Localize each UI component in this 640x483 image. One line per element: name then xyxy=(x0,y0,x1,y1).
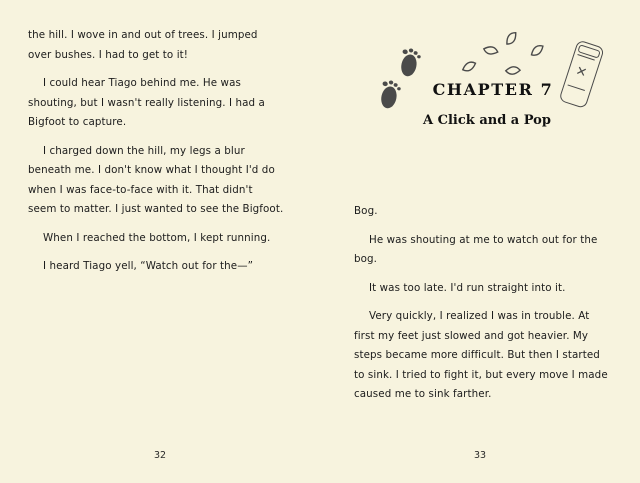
page-number-right: 33 xyxy=(473,450,487,461)
paragraph: When I reached the bottom, I kept running. xyxy=(43,231,271,244)
paragraph: I charged down the hill, my legs a blur beneath me. I don't know what I thought I'd do when I was face-to-face with it. That didn't seem to matter. I just wanted to see the Bigfoot. xyxy=(28,144,284,215)
left-page-text xyxy=(28,26,284,277)
chapter-header xyxy=(354,26,610,176)
paragraph: the hill. I wove in and out of trees. I jumped over bushes. I had to get to it! xyxy=(28,29,258,61)
paragraph: I could hear Tiago behind me. He was shouting, but I wasn't really listening. I had a Bigfoot to capture. xyxy=(28,77,265,128)
page-number-left: 32 xyxy=(153,450,167,461)
paragraph: He was shouting at me to watch out for the bog. xyxy=(354,233,598,265)
paragraph: Very quickly, I realized I was in trouble. At first my feet just slowed and got heavier. My steps became more difficult. But then I started to sink. I tried to fight it, but every move I made caused me to sink farther. xyxy=(354,310,608,400)
right-page xyxy=(320,0,640,483)
paragraph: It was too late. I'd run straight into it. xyxy=(369,281,566,294)
bigfoot-footprints-icon xyxy=(380,48,450,118)
right-page-text xyxy=(354,202,610,405)
paragraph: Bog. xyxy=(354,205,378,217)
chapter-illustration xyxy=(354,26,610,114)
spray-can-icon: ✕ xyxy=(559,40,603,107)
falling-leaves-icon xyxy=(450,32,560,94)
paragraph: I heard Tiago yell, “Watch out for the—” xyxy=(43,260,254,272)
chapter-subtitle: A Click and a Pop xyxy=(423,113,551,128)
chapter-label: CHAPTER 7 xyxy=(432,80,554,99)
